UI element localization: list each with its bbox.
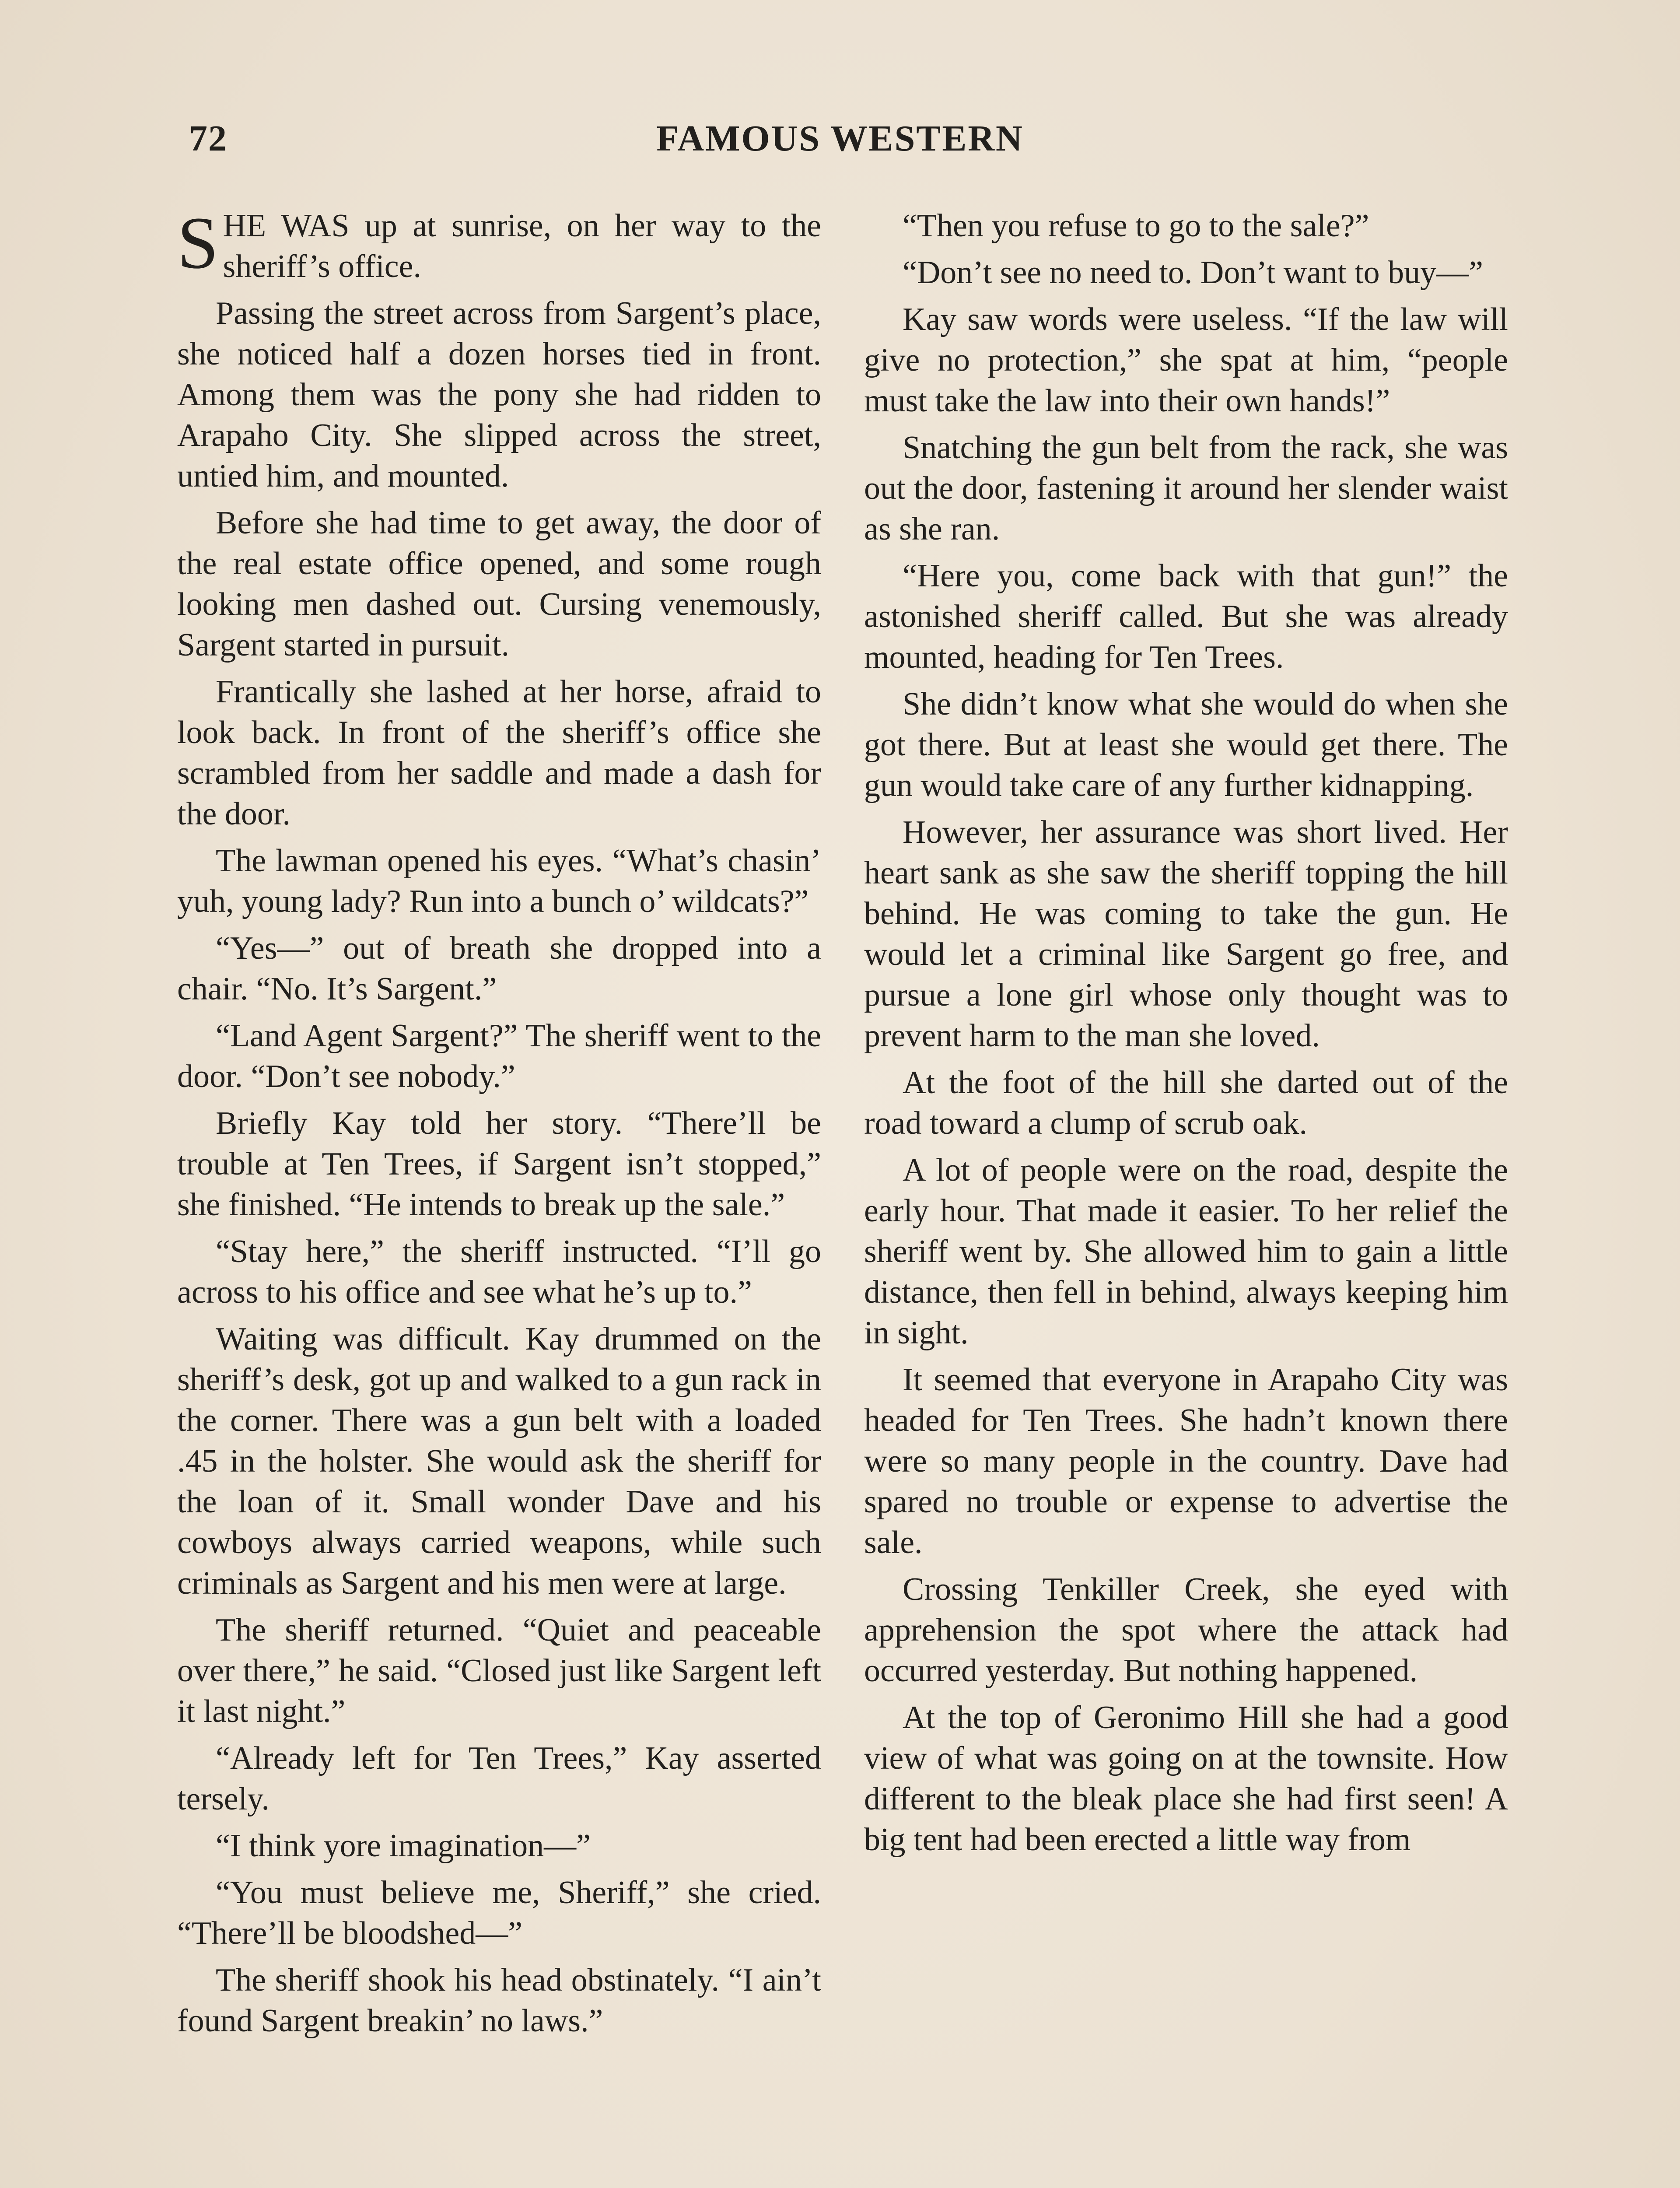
paragraph-text: HE WAS up at sunrise, on her way to the sheriff’s office. — [223, 208, 821, 284]
paragraph — [177, 672, 821, 835]
paragraph-text: “You must believe me, Sheriff,” she cried. “There’ll be bloodshed—” — [177, 1875, 821, 1951]
paragraph-text: “Land Agent Sargent?” The sheriff went to the door. “Don’t see nobody.” — [177, 1018, 821, 1094]
running-head: FAMOUS WESTERN — [656, 118, 1024, 159]
paragraph-text: She didn’t know what she would do when she got there. But at least she would get there. The gun would take care of any further kidnapping. — [864, 686, 1508, 803]
paragraph — [864, 556, 1508, 678]
drop-cap: S — [177, 202, 219, 284]
paragraph — [177, 1872, 821, 1954]
paragraph — [864, 1062, 1508, 1144]
paragraph-text: Kay saw words were useless. “If the law will give no protection,” she spat at him, “people must take the law into their own hands!” — [864, 302, 1508, 419]
page-number: 72 — [189, 118, 228, 159]
paragraph-text: Passing the street across from Sargent’s place, she noticed half a dozen horses tied in front. Among them was the pony she had ridden to Arapaho City. She slipped across the street, untied him, and mounted. — [177, 295, 821, 494]
paragraph — [864, 1697, 1508, 1860]
paragraph-text: Crossing Tenkiller Creek, she eyed with apprehension the spot where the attack had occurred yesterday. But nothing happened. — [864, 1571, 1508, 1689]
paragraph-text: A lot of people were on the road, despite the early hour. That made it easier. To her relief the sheriff went by. She allowed him to gain a little distance, then fell in behind, always keeping him in sight. — [864, 1152, 1508, 1351]
paragraph-text: The sheriff returned. “Quiet and peaceable over there,” he said. “Closed just like Sargent left it last night.” — [177, 1612, 821, 1729]
paragraph-text: “Don’t see no need to. Don’t want to buy—” — [903, 255, 1483, 291]
paragraph-text: “I think yore imagination—” — [216, 1828, 591, 1864]
paragraph-text: However, her assurance was short lived. Her heart sank as she saw the sheriff topping the hill behind. He was coming to take the gun. He would let a criminal like Sargent go free, and pursue a lone girl whose only thought was to prevent harm to the man she loved. — [864, 814, 1508, 1054]
paragraph — [177, 1103, 821, 1225]
left-column — [177, 202, 821, 2048]
paragraph — [864, 1360, 1508, 1563]
paragraph — [864, 428, 1508, 550]
paragraph-text: The sheriff shook his head obstinately. “I ain’t found Sargent breakin’ no laws.” — [177, 1962, 821, 2039]
paragraph — [864, 1150, 1508, 1353]
paragraph — [177, 1610, 821, 1732]
paragraph-text: “Stay here,” the sheriff instructed. “I’ll go across to his office and see what he’s up to.” — [177, 1234, 821, 1310]
paragraph — [177, 1960, 821, 2041]
paragraph — [864, 684, 1508, 806]
paragraph-text: Waiting was difficult. Kay drummed on the sheriff’s desk, got up and walked to a gun rack in the corner. There was a gun belt with a loaded .45 in the holster. She would ask the sheriff for the loan of it. Small wonder Dave and his cowboys always carried weapons, while such criminals as Sargent and his men were at large. — [177, 1321, 821, 1601]
paragraph — [864, 1569, 1508, 1691]
paragraph — [177, 503, 821, 666]
paragraph-text: “Then you refuse to go to the sale?” — [903, 208, 1369, 244]
paragraph — [864, 812, 1508, 1056]
paragraph — [177, 841, 821, 922]
paragraph — [177, 1826, 821, 1866]
paragraph — [177, 1231, 821, 1313]
paragraph — [864, 206, 1508, 246]
paragraph-text: It seemed that everyone in Arapaho City was headed for Ten Trees. She hadn’t known there were so many people in the country. Dave had spared no trouble or expense to advertise the sale. — [864, 1362, 1508, 1560]
right-column — [864, 206, 1508, 1866]
paragraph-text: Frantically she lashed at her horse, afraid to look back. In front of the sheriff’s office she scrambled from her saddle and made a dash for the door. — [177, 674, 821, 832]
paragraph — [177, 293, 821, 497]
paragraph-text: Snatching the gun belt from the rack, she was out the door, fastening it around her slender waist as she ran. — [864, 430, 1508, 547]
paragraph — [177, 1738, 821, 1820]
paragraph-text: “Yes—” out of breath she dropped into a chair. “No. It’s Sargent.” — [177, 930, 821, 1007]
paragraph-text: Before she had time to get away, the door of the real estate office opened, and some rough looking men dashed out. Cursing venemously, Sargent started in pursuit. — [177, 505, 821, 663]
paragraph — [864, 252, 1508, 293]
paragraph — [864, 299, 1508, 421]
paragraph — [177, 1319, 821, 1604]
paragraph-text: At the foot of the hill she darted out of the road toward a clump of scrub oak. — [864, 1065, 1508, 1141]
paragraph — [177, 1016, 821, 1097]
paragraph-text: The lawman opened his eyes. “What’s chasin’ yuh, young lady? Run into a bunch o’ wildcats?” — [177, 843, 821, 919]
paragraph-text: Briefly Kay told her story. “There’ll be trouble at Ten Trees, if Sargent isn’t stopped,” she finished. “He intends to break up the sale.” — [177, 1105, 821, 1223]
paragraph-text: At the top of Geronimo Hill she had a good view of what was going on at the townsite. How different to the bleak place she had first seen! A big tent had been erected a little way from — [864, 1700, 1508, 1858]
paragraph-text: “Already left for Ten Trees,” Kay asserted tersely. — [177, 1740, 821, 1817]
paragraph — [177, 928, 821, 1010]
paragraph-text: “Here you, come back with that gun!” the astonished sheriff called. But she was already mounted, heading for Ten Trees. — [864, 558, 1508, 675]
paragraph — [177, 202, 821, 287]
